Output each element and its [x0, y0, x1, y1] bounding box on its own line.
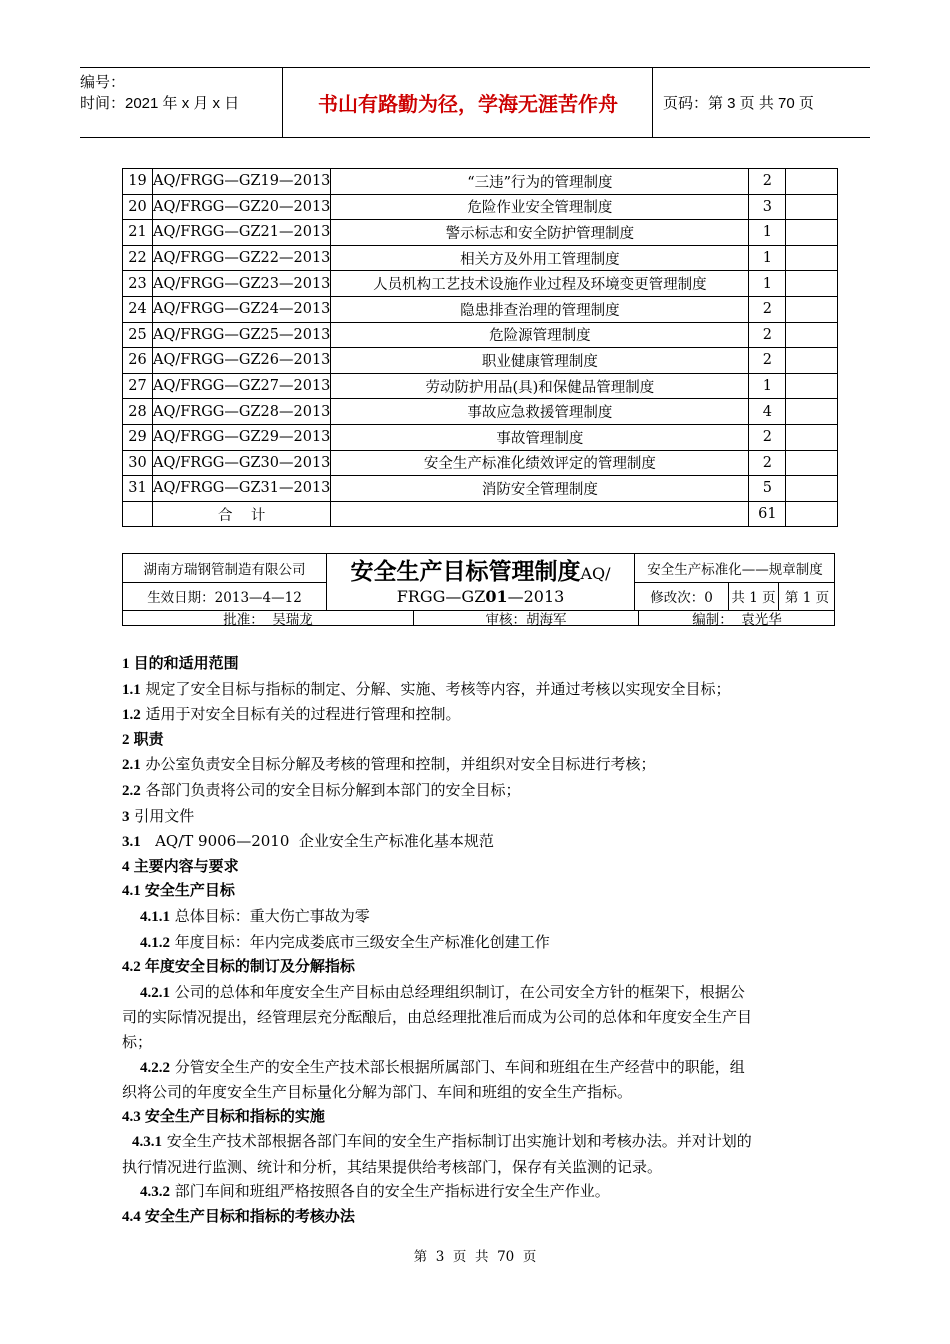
row-remark [786, 245, 838, 271]
table-total-row [123, 501, 838, 527]
header-meta [80, 68, 283, 137]
row-name: 安全生产标准化绩效评定的管理制度 [331, 450, 749, 476]
row-code: AQ/FRGG—GZ19—2013 [153, 169, 331, 195]
paragraph-continuation: 织将公司的年度安全生产目标量化分解为部门、车间和班组的安全生产指标。 [122, 1083, 633, 1102]
section-heading: 3 引用文件 [122, 806, 195, 825]
table-row [123, 245, 838, 271]
table-row [123, 476, 838, 502]
row-number: 28 [123, 399, 153, 425]
table-row [123, 373, 838, 399]
row-pages: 2 [749, 296, 786, 322]
row-remark [786, 424, 838, 450]
paragraph: 1.2 适用于对安全目标有关的过程进行管理和控制。 [122, 705, 461, 724]
row-name: 危险作业安全管理制度 [331, 194, 749, 220]
total-pages: 61 [749, 501, 786, 527]
row-number: 27 [123, 373, 153, 399]
row-code: AQ/FRGG—GZ31—2013 [153, 476, 331, 502]
paragraph-continuation: 标； [122, 1032, 153, 1051]
header-page-info: 页码：第 3 页 共 70 页 [663, 95, 814, 112]
paragraph: 4.3.2 部门车间和班组严格按照各自的安全生产指标进行安全生产作业。 [140, 1182, 610, 1201]
approved-by: 批准： 吴瑞龙 [223, 612, 313, 628]
document-title [327, 554, 634, 610]
row-number: 20 [123, 194, 153, 220]
row-remark [786, 450, 838, 476]
title-code-prefix: AQ/ [580, 563, 611, 583]
row-name: 事故应急救援管理制度 [331, 399, 749, 425]
effective-date: 生效日期：2013—4—12 [147, 590, 302, 606]
row-remark [786, 194, 838, 220]
company-name: 湖南方瑞钢管制造有限公司 [143, 562, 306, 578]
doc-total-pages: 共 1 页 [731, 590, 776, 606]
subsection-heading: 4.3 安全生产目标和指标的实施 [122, 1107, 325, 1125]
row-code: AQ/FRGG—GZ25—2013 [153, 322, 331, 348]
row-number: 31 [123, 476, 153, 502]
row-pages: 1 [749, 373, 786, 399]
paragraph-continuation: 司的实际情况提出，经管理层充分酝酿后，由总经理批准后而成为公司的总体和年度安全生产目 [122, 1008, 753, 1027]
row-name: 隐患排查治理的管理制度 [331, 296, 749, 322]
subsection-heading: 4.2 年度安全目标的制订及分解指标 [122, 958, 355, 976]
row-remark [786, 373, 838, 399]
row-pages: 2 [749, 348, 786, 374]
row-name: 人员机构工艺技术设施作业过程及环境变更管理制度 [331, 271, 749, 297]
section-heading: 1 目的和适用范围 [122, 655, 239, 672]
regulation-index-table [122, 168, 838, 527]
table-row [123, 322, 838, 348]
row-number: 29 [123, 424, 153, 450]
row-number: 22 [123, 245, 153, 271]
document-info-block [122, 553, 835, 626]
title-code-mid: FRGG—GZ [396, 586, 486, 606]
section-heading: 4 主要内容与要求 [122, 857, 239, 875]
paragraph: 2.2 各部门负责将公司的安全目标分解到本部门的安全目标； [122, 780, 521, 799]
header-number-label: 编号： [80, 74, 126, 91]
header-motto: 书山有路勤为径，学海无涯苦作舟 [284, 68, 653, 137]
revision-count: 修改次：0 [650, 590, 713, 606]
row-remark [786, 399, 838, 425]
index-table-body [123, 169, 838, 502]
paragraph: 4.3.1 安全生产技术部根据各部门车间的安全生产指标制订出实施计划和考核办法。并对计划的 [132, 1132, 752, 1151]
document-body [122, 652, 830, 1230]
row-pages: 2 [749, 450, 786, 476]
row-number: 21 [123, 220, 153, 246]
table-row [123, 220, 838, 246]
row-code: AQ/FRGG—GZ21—2013 [153, 220, 331, 246]
row-code: AQ/FRGG—GZ28—2013 [153, 399, 331, 425]
doc-page-number: 第 1 页 [784, 590, 830, 606]
row-name: 消防安全管理制度 [331, 476, 749, 502]
row-pages: 2 [749, 424, 786, 450]
paragraph: 2.1 办公室负责安全目标分解及考核的管理和控制，并组织对安全目标进行考核； [122, 755, 656, 774]
paragraph: 1.1 规定了安全目标与指标的制定、分解、实施、考核等内容，并通过考核以实现安全目标； [122, 679, 731, 698]
table-row [123, 271, 838, 297]
subsection-heading: 4.4 安全生产目标和指标的考核办法 [122, 1208, 355, 1226]
row-pages: 3 [749, 194, 786, 220]
row-name: “三违”行为的管理制度 [331, 169, 749, 195]
table-row [123, 450, 838, 476]
row-remark [786, 296, 838, 322]
row-remark [786, 476, 838, 502]
row-name: 劳动防护用品(具)和保健品管理制度 [331, 373, 749, 399]
title-main: 安全生产目标管理制度 [350, 557, 581, 584]
row-code: AQ/FRGG—GZ29—2013 [153, 424, 331, 450]
row-code: AQ/FRGG—GZ26—2013 [153, 348, 331, 374]
row-name: 职业健康管理制度 [331, 348, 749, 374]
paragraph: 4.2.1 公司的总体和年度安全生产目标由总经理组织制订，在公司安全方针的框架下，根据公 [140, 982, 745, 1001]
row-remark [786, 169, 838, 195]
row-number: 23 [123, 271, 153, 297]
row-pages: 5 [749, 476, 786, 502]
paragraph: 4.1.1 总体目标：重大伤亡事故为零 [140, 906, 370, 925]
table-row [123, 348, 838, 374]
section-heading: 2 职责 [122, 730, 164, 748]
page-footer: 第 3 页 共 70 页 [413, 1249, 537, 1265]
row-code: AQ/FRGG—GZ20—2013 [153, 194, 331, 220]
subsection-heading: 4.1 安全生产目标 [122, 882, 235, 900]
row-code: AQ/FRGG—GZ24—2013 [153, 296, 331, 322]
title-code-year: —2013 [507, 586, 565, 606]
table-row [123, 194, 838, 220]
row-code: AQ/FRGG—GZ27—2013 [153, 373, 331, 399]
row-remark [786, 322, 838, 348]
total-label: 合 计 [153, 501, 331, 527]
table-row [123, 399, 838, 425]
row-pages: 4 [749, 399, 786, 425]
row-code: AQ/FRGG—GZ23—2013 [153, 271, 331, 297]
row-number: 24 [123, 296, 153, 322]
title-code-number: 01 [485, 586, 508, 606]
row-name: 事故管理制度 [331, 424, 749, 450]
table-row [123, 169, 838, 195]
row-name: 相关方及外用工管理制度 [331, 245, 749, 271]
paragraph: 4.1.2 年度目标：年内完成娄底市三级安全生产标准化创建工作 [140, 932, 550, 951]
row-remark [786, 220, 838, 246]
row-remark [786, 271, 838, 297]
row-pages: 1 [749, 245, 786, 271]
table-row [123, 296, 838, 322]
row-number: 30 [123, 450, 153, 476]
row-pages: 1 [749, 271, 786, 297]
row-pages: 2 [749, 322, 786, 348]
compiled-by: 编制： 袁光华 [692, 612, 782, 628]
row-pages: 2 [749, 169, 786, 195]
row-number: 26 [123, 348, 153, 374]
row-code: AQ/FRGG—GZ22—2013 [153, 245, 331, 271]
row-pages: 1 [749, 220, 786, 246]
paragraph-continuation: 执行情况进行监测、统计和分析，其结果提供给考核部门，保存有关监测的记录。 [122, 1157, 663, 1176]
document-category: 安全生产标准化——规章制度 [647, 562, 823, 578]
reviewed-by: 审核：胡海军 [485, 612, 567, 628]
header-time: 时间：2021 年 x 月 x 日 [80, 95, 240, 112]
row-remark [786, 348, 838, 374]
row-name: 危险源管理制度 [331, 322, 749, 348]
row-number: 25 [123, 322, 153, 348]
paragraph: 4.2.2 分管安全生产的安全生产技术部长根据所属部门、车间和班组在生产经营中的职能，组 [140, 1057, 745, 1076]
paragraph: 3.1 AQ/T 9006—2010 企业安全生产标准化基本规范 [122, 832, 494, 851]
page-header [80, 67, 870, 138]
row-name: 警示标志和安全防护管理制度 [331, 220, 749, 246]
table-row [123, 424, 838, 450]
row-code: AQ/FRGG—GZ30—2013 [153, 450, 331, 476]
row-number: 19 [123, 169, 153, 195]
